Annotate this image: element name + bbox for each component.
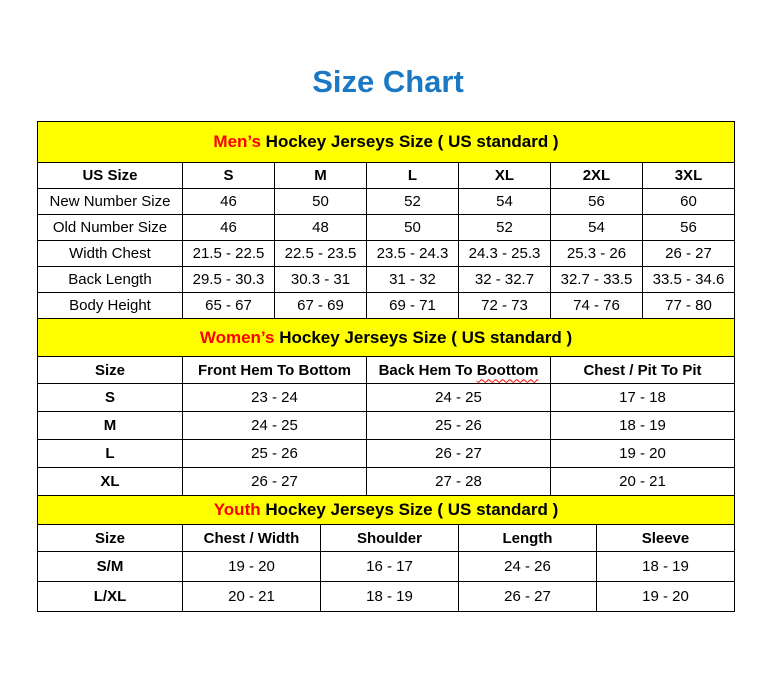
youth-col-header: Length: [458, 525, 596, 552]
row-label: Back Length: [38, 267, 183, 293]
row-label: New Number Size: [38, 189, 183, 215]
mens-col-header: 2XL: [550, 163, 642, 189]
youth-size-table: [37, 496, 735, 612]
womens-banner-highlight: Women’s: [199, 327, 275, 347]
cell-value: 33.5 - 34.6: [642, 267, 734, 293]
cell-value: 21.5 - 22.5: [182, 241, 274, 267]
row-label: S: [38, 384, 183, 412]
cell-value: 23 - 24: [182, 384, 366, 412]
page-title: Size Chart: [312, 64, 464, 99]
youth-col-header: Size: [38, 525, 183, 552]
cell-value: 25.3 - 26: [550, 241, 642, 267]
cell-value: 17 - 18: [550, 384, 734, 412]
cell-value: 46: [182, 189, 274, 215]
cell-value: 52: [458, 215, 550, 241]
row-label: M: [38, 412, 183, 440]
row-label: L/XL: [38, 582, 183, 612]
cell-value: 18 - 19: [320, 582, 458, 612]
womens-banner: Women’s Hockey Jerseys Size ( US standard ): [38, 319, 735, 357]
mens-col-header: US Size: [38, 163, 183, 189]
table-row: [38, 215, 735, 241]
youth-col-header: Chest / Width: [182, 525, 320, 552]
table-row: [38, 267, 735, 293]
cell-value: 69 - 71: [366, 293, 458, 319]
cell-value: 48: [274, 215, 366, 241]
misspelled-word: Boottom: [476, 361, 539, 379]
table-row: [38, 384, 735, 412]
womens-col-header: Back Hem To Boottom: [366, 357, 550, 384]
womens-col-header: Front Hem To Bottom: [182, 357, 366, 384]
cell-value: 19 - 20: [596, 582, 734, 612]
table-row: [38, 552, 735, 582]
youth-col-header: Sleeve: [596, 525, 734, 552]
cell-value: 26 - 27: [458, 582, 596, 612]
row-label: Body Height: [38, 293, 183, 319]
mens-col-header: M: [274, 163, 366, 189]
row-label: Width Chest: [38, 241, 183, 267]
table-row: [38, 189, 735, 215]
cell-value: 56: [550, 189, 642, 215]
cell-value: 26 - 27: [182, 468, 366, 496]
mens-col-header: 3XL: [642, 163, 734, 189]
mens-col-header: L: [366, 163, 458, 189]
youth-col-header: Shoulder: [320, 525, 458, 552]
cell-value: 32 - 32.7: [458, 267, 550, 293]
cell-value: 54: [458, 189, 550, 215]
cell-value: 18 - 19: [596, 552, 734, 582]
cell-value: 25 - 26: [366, 412, 550, 440]
cell-value: 77 - 80: [642, 293, 734, 319]
youth-banner-highlight: Youth: [213, 500, 261, 519]
cell-value: 67 - 69: [274, 293, 366, 319]
cell-value: 74 - 76: [550, 293, 642, 319]
cell-value: 20 - 21: [550, 468, 734, 496]
table-row: [38, 582, 735, 612]
cell-value: 19 - 20: [182, 552, 320, 582]
size-chart: [37, 121, 735, 612]
cell-value: 60: [642, 189, 734, 215]
cell-value: 24 - 26: [458, 552, 596, 582]
cell-value: 18 - 19: [550, 412, 734, 440]
cell-value: 32.7 - 33.5: [550, 267, 642, 293]
cell-value: 26 - 27: [642, 241, 734, 267]
cell-value: 54: [550, 215, 642, 241]
table-row: [38, 241, 735, 267]
table-row: [38, 440, 735, 468]
youth-banner: Youth Hockey Jerseys Size ( US standard ): [38, 496, 735, 525]
cell-value: 25 - 26: [182, 440, 366, 468]
cell-value: 50: [366, 215, 458, 241]
womens-size-table: [37, 319, 735, 496]
cell-value: 19 - 20: [550, 440, 734, 468]
cell-value: 31 - 32: [366, 267, 458, 293]
mens-banner-highlight: Men’s: [213, 132, 261, 151]
cell-value: 65 - 67: [182, 293, 274, 319]
cell-value: 26 - 27: [366, 440, 550, 468]
cell-value: 52: [366, 189, 458, 215]
cell-value: 24 - 25: [366, 384, 550, 412]
cell-value: 24 - 25: [182, 412, 366, 440]
cell-value: 30.3 - 31: [274, 267, 366, 293]
womens-col-header: Chest / Pit To Pit: [550, 357, 734, 384]
mens-col-header: S: [182, 163, 274, 189]
cell-value: 23.5 - 24.3: [366, 241, 458, 267]
cell-value: 27 - 28: [366, 468, 550, 496]
row-label: Old Number Size: [38, 215, 183, 241]
row-label: S/M: [38, 552, 183, 582]
table-row: [38, 293, 735, 319]
cell-value: 46: [182, 215, 274, 241]
cell-value: 22.5 - 23.5: [274, 241, 366, 267]
mens-col-header: XL: [458, 163, 550, 189]
cell-value: 29.5 - 30.3: [182, 267, 274, 293]
table-row: [38, 412, 735, 440]
cell-value: 16 - 17: [320, 552, 458, 582]
row-label: L: [38, 440, 183, 468]
table-row: [38, 468, 735, 496]
cell-value: 20 - 21: [182, 582, 320, 612]
cell-value: 72 - 73: [458, 293, 550, 319]
mens-banner: Men’s Hockey Jerseys Size ( US standard ): [38, 122, 735, 163]
mens-size-table: [37, 121, 735, 319]
cell-value: 24.3 - 25.3: [458, 241, 550, 267]
womens-col-header: Size: [38, 357, 183, 384]
cell-value: 50: [274, 189, 366, 215]
cell-value: 56: [642, 215, 734, 241]
row-label: XL: [38, 468, 183, 496]
